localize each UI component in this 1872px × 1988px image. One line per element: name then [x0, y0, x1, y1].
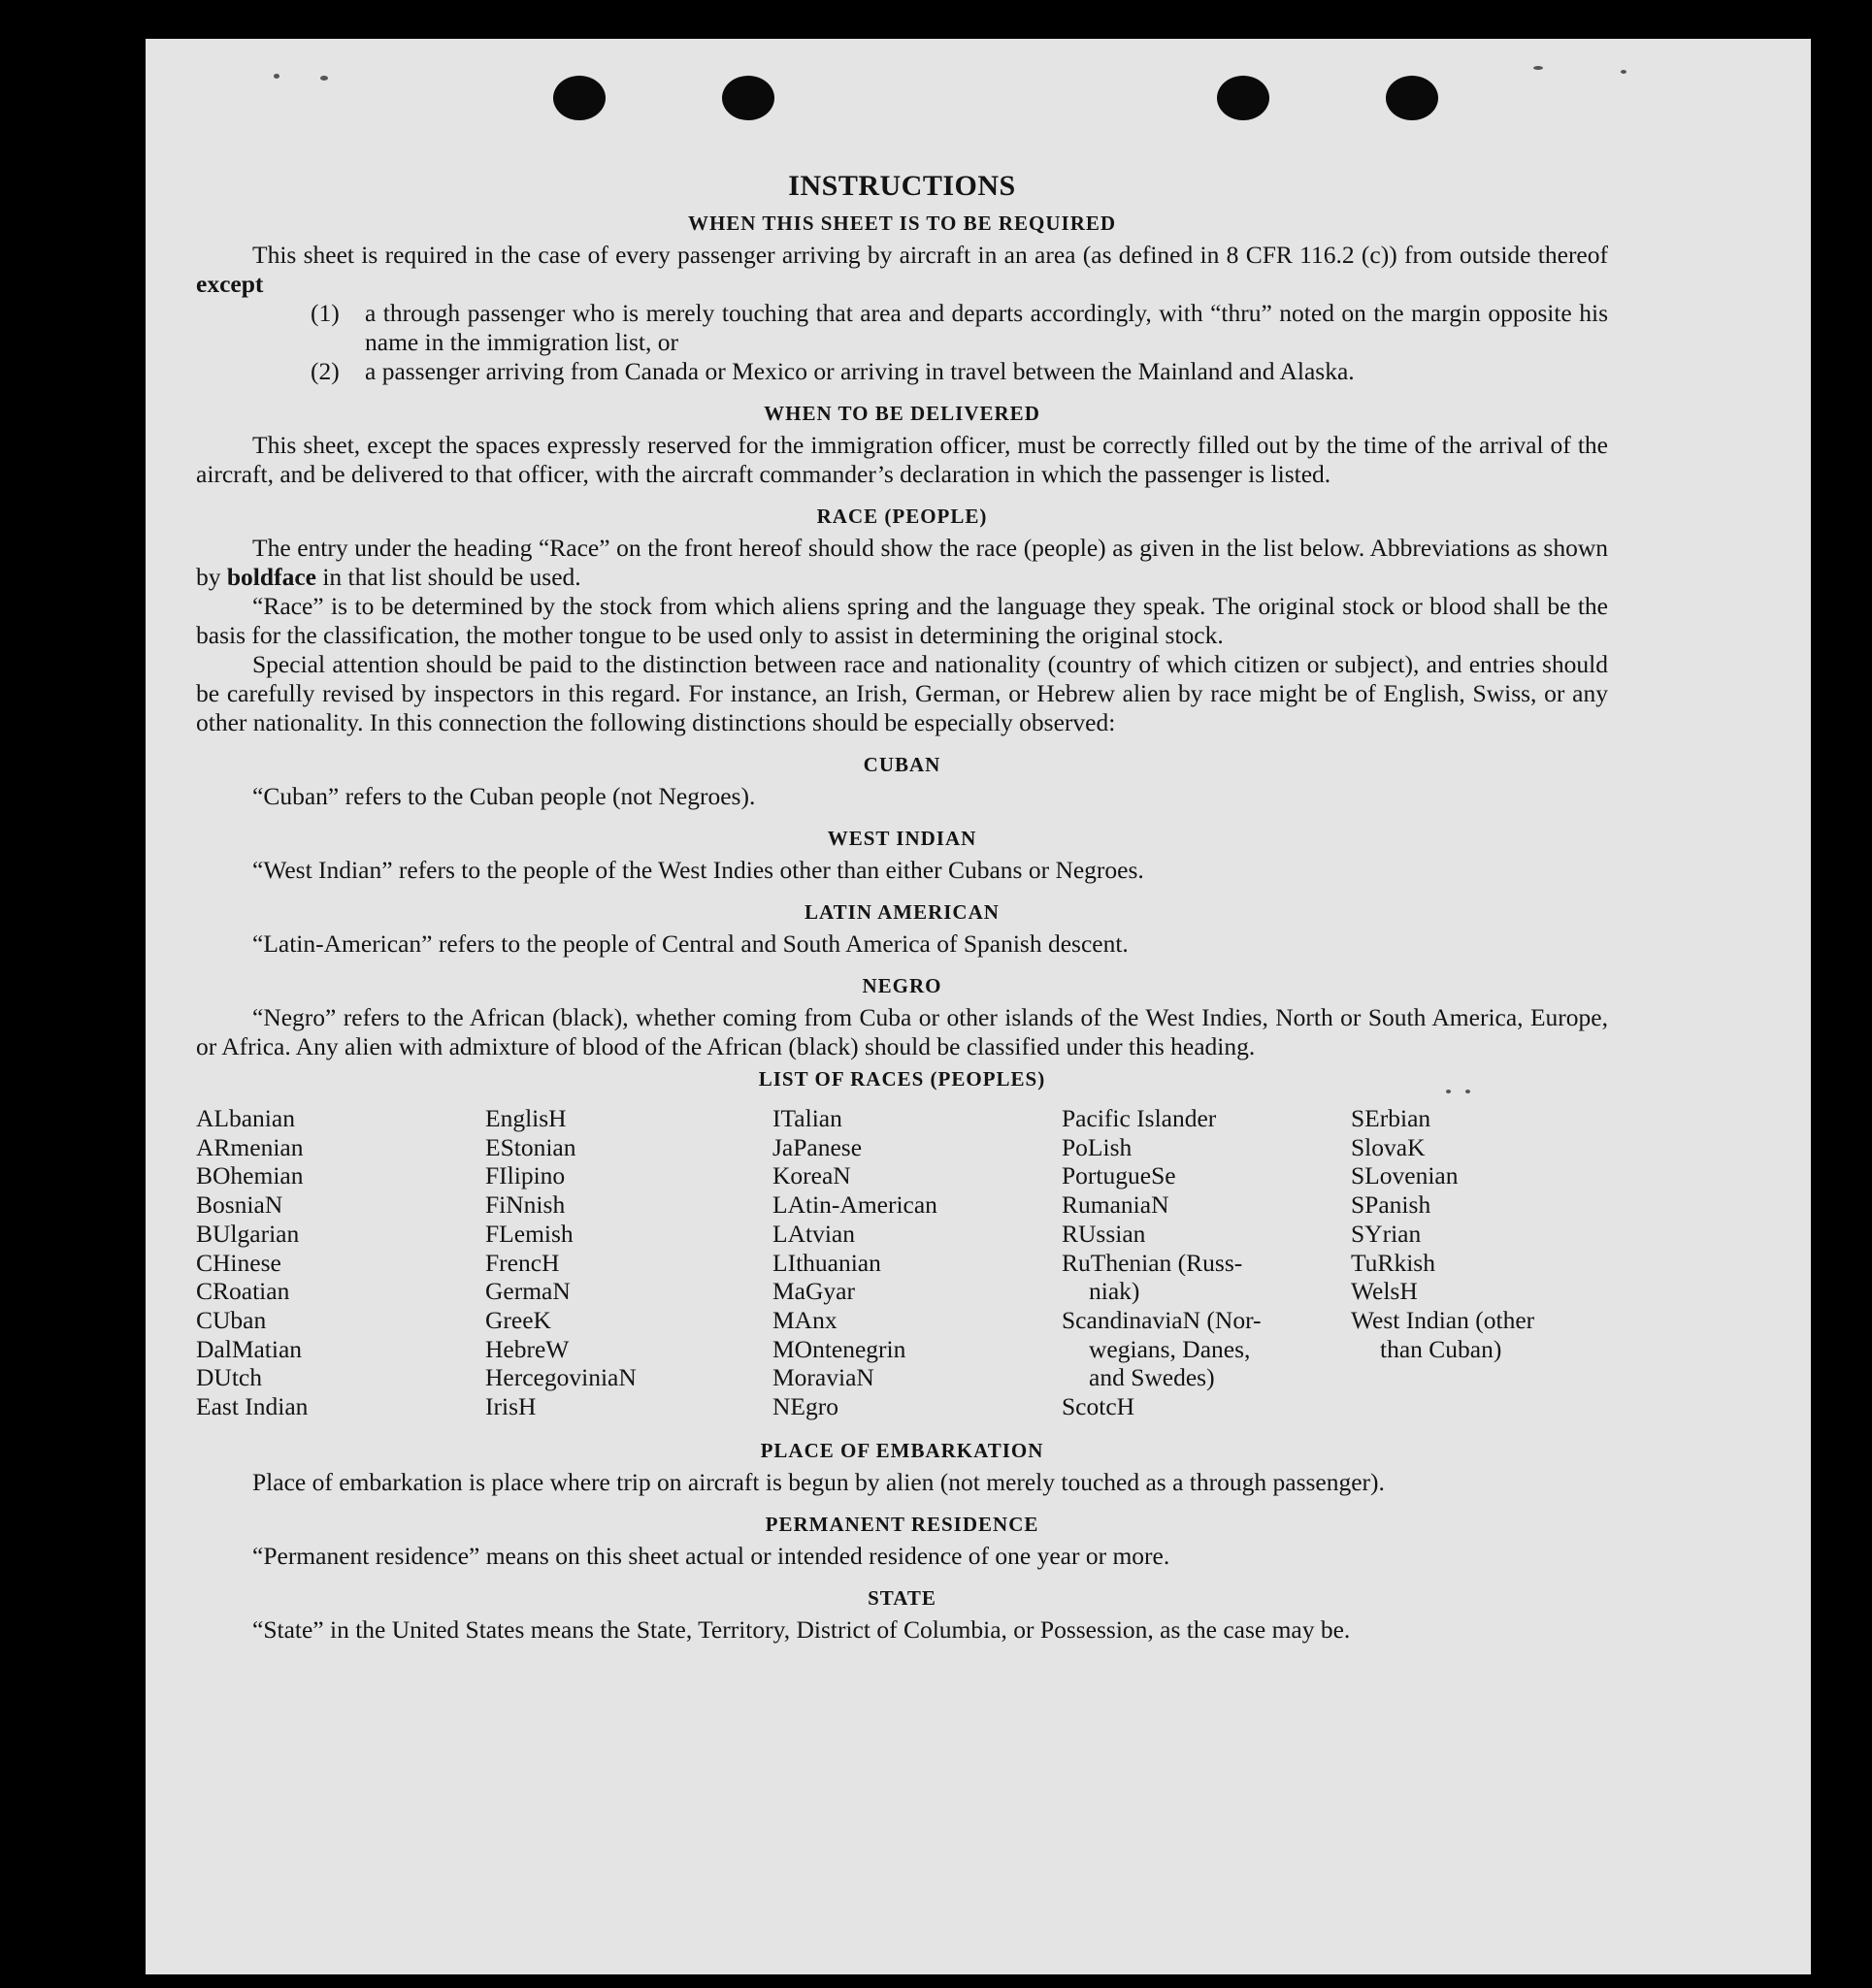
scan-speck: [1465, 1090, 1470, 1093]
race-entry: RumaniaN: [1062, 1190, 1169, 1220]
races-column: [196, 1104, 485, 1421]
scan-speck: [1533, 66, 1543, 70]
heading-list-of-races: LIST OF RACES (PEOPLES): [758, 1067, 1046, 1091]
race-entry: KoreaN: [772, 1161, 851, 1190]
race-entry: and Swedes): [1089, 1363, 1215, 1392]
heading-west-indian: WEST INDIAN: [827, 827, 977, 850]
race-entry: BOhemian: [196, 1161, 304, 1190]
race-entry: LAtin-American: [772, 1190, 937, 1220]
race-entry: West Indian (other: [1351, 1305, 1535, 1334]
race-entry: FiNnish: [485, 1190, 566, 1220]
races-column: [1062, 1104, 1351, 1421]
heading-residence: PERMANENT RESIDENCE: [765, 1512, 1039, 1536]
race-entry: LAtvian: [772, 1219, 855, 1248]
race-entry: HebreW: [485, 1334, 570, 1363]
race-entry: ITalian: [772, 1104, 842, 1132]
cuban-text: “Cuban” refers to the Cuban people (not Negroes).: [252, 782, 756, 810]
punch-hole: [722, 76, 774, 120]
race-entry: NEgro: [772, 1392, 838, 1421]
race-entry: DUtch: [196, 1363, 262, 1392]
document-page: [146, 39, 1811, 1974]
race-entry: FIlipino: [485, 1161, 566, 1190]
scan-speck: [320, 76, 328, 81]
heading-when-required: WHEN THIS SHEET IS TO BE REQUIRED: [687, 212, 1117, 235]
list-item: (1) a through passenger who is merely touching that area and departs accordingly, with “thru” noted on the margin opposite his name in the immigration list, or: [311, 299, 1608, 356]
race-entry: niak): [1089, 1277, 1140, 1306]
race-entry: BUlgarian: [196, 1219, 300, 1248]
race-entry: MaGyar: [772, 1277, 855, 1306]
race-entry: BosniaN: [196, 1190, 283, 1220]
race-entry: GermaN: [485, 1277, 571, 1306]
heading-state: STATE: [868, 1585, 936, 1610]
race-entry: FLemish: [485, 1219, 574, 1248]
heading-cuban: CUBAN: [863, 753, 941, 776]
race-entry: than Cuban): [1380, 1334, 1502, 1363]
race-entry: IrisH: [485, 1392, 537, 1421]
punch-hole: [1217, 76, 1269, 120]
races-column: [772, 1104, 1062, 1421]
race-entry: EStonian: [485, 1132, 576, 1161]
when-required-text: This sheet is required in the case of every passenger arriving by aircraft in an area (as defined in 8 CFR 116.2 (c)) from outside thereof except: [196, 241, 1608, 298]
race-entry: GreeK: [485, 1305, 551, 1334]
race-entry: RUssian: [1062, 1219, 1146, 1248]
when-delivered-text: This sheet, except the spaces expressly reserved for the immigration officer, must be correctly filled out by the time of the arrival of the aircraft, and be delivered to that officer, with the aircraft commander’s declaration in which the passenger is listed.: [196, 431, 1608, 488]
heading-race: RACE (PEOPLE): [816, 505, 988, 528]
race-entry: SLovenian: [1351, 1161, 1459, 1190]
race-entry: LIthuanian: [772, 1248, 881, 1277]
heading-latin-american: LATIN AMERICAN: [805, 900, 1000, 924]
race-entry: MOntenegrin: [772, 1334, 906, 1363]
race-entry: Pacific Islander: [1062, 1104, 1217, 1132]
race-entry: FrencH: [485, 1248, 560, 1277]
west-indian-text: “West Indian” refers to the people of the West Indies other than either Cubans or Negroes.: [252, 856, 1144, 884]
race-entry: ARmenian: [196, 1132, 304, 1161]
negro-text: “Negro” refers to the African (black), whether coming from Cuba or other islands of the West Indies, North or South America, Europe, or Africa. Any alien with admixture of blood of the African (black) should be classified under this heading.: [196, 1003, 1608, 1060]
race-entry: MAnx: [772, 1305, 837, 1334]
race-entry: TuRkish: [1351, 1248, 1435, 1277]
scan-speck: [274, 74, 279, 79]
heading-when-delivered: WHEN TO BE DELIVERED: [764, 402, 1040, 425]
race-entry: HercegoviniaN: [485, 1363, 637, 1392]
race-entry: PortugueSe: [1062, 1161, 1176, 1190]
races-column: [485, 1104, 772, 1421]
heading-negro: NEGRO: [862, 974, 942, 997]
latin-american-text: “Latin-American” refers to the people of Central and South America of Spanish descent.: [252, 929, 1129, 958]
race-entry: WelsH: [1351, 1277, 1418, 1306]
state-text: “State” in the United States means the State, Territory, District of Columbia, or Possession, as the case may be.: [252, 1614, 1351, 1644]
race-entry: CRoatian: [196, 1277, 290, 1306]
race-entry: ScotcH: [1062, 1392, 1135, 1421]
races-list: [196, 1104, 1608, 1421]
race-entry: SErbian: [1351, 1104, 1431, 1132]
race-entry: wegians, Danes,: [1089, 1334, 1251, 1363]
race-entry: JaPanese: [772, 1132, 863, 1161]
race-paragraph: “Race” is to be determined by the stock from which aliens spring and the language they speak. The original stock or blood shall be the basis for the classification, the mother tongue to be used only to assist in determining the original stock.: [196, 592, 1608, 649]
heading-embarkation: PLACE OF EMBARKATION: [760, 1438, 1044, 1462]
race-entry: EnglisH: [485, 1104, 567, 1132]
races-column: [1351, 1104, 1608, 1421]
race-entry: East Indian: [196, 1392, 309, 1421]
race-entry: ScandinaviaN (Nor-: [1062, 1305, 1262, 1334]
race-entry: SPanish: [1351, 1190, 1431, 1220]
race-entry: CHinese: [196, 1248, 281, 1277]
race-paragraph: Special attention should be paid to the distinction between race and nationality (country of which citizen or subject), and entries should be carefully revised by inspectors in this regard. For instance, an Irish, German, or Hebrew alien by race might be of English, Swiss, or any other nationality. In this connection the following distinctions should be especially observed:: [196, 650, 1608, 736]
race-entry: SYrian: [1351, 1219, 1422, 1248]
instructions-body: [196, 167, 1608, 1645]
race-entry: MoraviaN: [772, 1363, 874, 1392]
punch-hole: [1386, 76, 1438, 120]
scan-speck: [1621, 70, 1626, 74]
embarkation-text: Place of embarkation is place where trip on aircraft is begun by alien (not merely touched as a through passenger).: [252, 1467, 1385, 1496]
race-paragraph: The entry under the heading “Race” on the front hereof should show the race (people) as given in the list below. Abbreviations as shown by boldface in that list should be used.: [196, 534, 1608, 591]
residence-text: “Permanent residence” means on this sheet actual or intended residence of one year or more.: [252, 1541, 1170, 1570]
list-item: (2) a passenger arriving from Canada or Mexico or arriving in travel between the Mainland and Alaska.: [311, 357, 1355, 385]
race-entry: ALbanian: [196, 1104, 295, 1132]
race-entry: PoLish: [1062, 1132, 1133, 1161]
race-entry: RuThenian (Russ-: [1062, 1248, 1243, 1277]
page-title: INSTRUCTIONS: [788, 170, 1016, 202]
race-entry: CUban: [196, 1305, 267, 1334]
race-entry: SlovaK: [1351, 1132, 1426, 1161]
race-entry: DalMatian: [196, 1334, 303, 1363]
punch-hole: [553, 76, 606, 120]
scan-speck: [1446, 1090, 1451, 1093]
